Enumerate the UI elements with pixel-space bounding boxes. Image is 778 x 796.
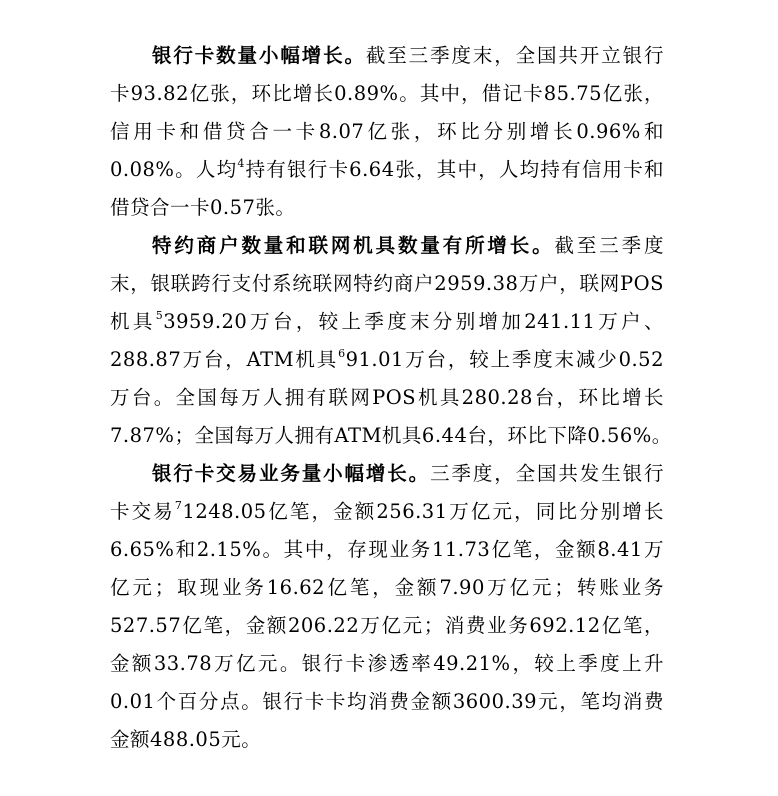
text-line: 288.87万台，ATM机具$^6$91.01万台，较上季度末减少0.52 [110,347,664,371]
paragraph-heading: 银行卡交易业务量小幅增长。 [152,462,431,485]
paragraph-heading: 特约商户数量和联网机具数量有所增长。 [152,234,555,257]
text-line: 万台。全国每万人拥有联网POS机具280.28台，环比增长 [110,386,664,409]
footnote-ref: 5 [155,309,164,322]
text-line: 银行卡交易业务量小幅增长。三季度，全国共发生银行 [152,462,664,485]
text-line: 银行卡数量小幅增长。截至三季度末，全国共开立银行 [152,44,664,67]
text-line: 亿元；取现业务16.62亿笔，金额7.90万亿元；转账业务 [110,576,664,599]
text-line: 机具$^5$3959.20万台，较上季度末分别增加241.11万户、 [110,309,664,333]
text-line: 卡93.82亿张，环比增长0.89%。其中，借记卡85.75亿张， [110,82,664,105]
text-line: 卡交易$^7$1248.05亿笔，金额256.31万亿元，同比分别增长 [110,499,664,523]
text-line: 特约商户数量和联网机具数量有所增长。截至三季度 [152,234,664,257]
text-line: 0.01个百分点。银行卡卡均消费金额3600.39元，笔均消费 [110,690,664,713]
text-line: 金额488.05元。 [110,728,262,751]
text-line: 末，银联跨行支付系统联网特约商户2959.38万户，联网POS [110,272,664,295]
text-line: 0.08%。人均$^4$持有银行卡6.64张，其中，人均持有信用卡和 [110,157,664,181]
text-line: 借贷合一卡0.57张。 [110,196,296,219]
paragraph-heading: 银行卡数量小幅增长。 [152,44,366,67]
text-line: 7.87%；全国每万人拥有ATM机具6.44台，环比下降0.56%。 [110,424,672,447]
footnote-ref: 7 [174,499,183,512]
text-line: 信用卡和借贷合一卡8.07亿张，环比分别增长0.96%和 [110,120,664,143]
text-line: 527.57亿笔，金额206.22万亿元；消费业务692.12亿笔， [110,614,664,637]
text-line: 6.65%和2.15%。其中，存现业务11.73亿笔，金额8.41万 [110,538,664,561]
footnote-ref: 4 [237,157,245,170]
text-line: 金额33.78万亿元。银行卡渗透率49.21%，较上季度上升 [110,652,664,675]
footnote-ref: 6 [338,347,346,360]
